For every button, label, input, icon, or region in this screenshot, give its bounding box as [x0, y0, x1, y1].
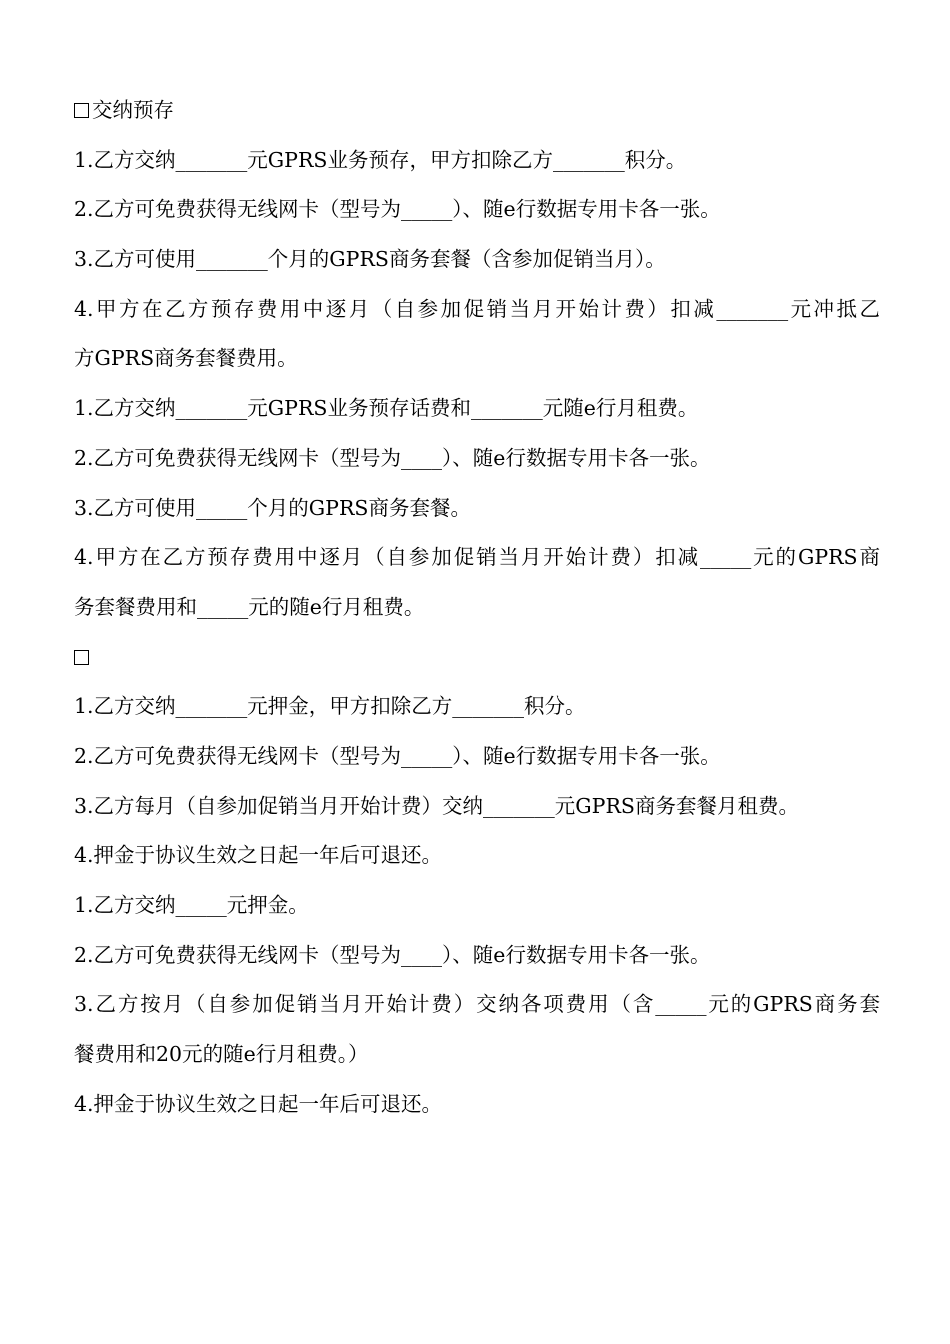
clause-line: 4.甲方在乙方预存费用中逐月（自参加促销当月开始计费）扣减_______元冲抵乙: [74, 296, 880, 321]
checkbox-prepay[interactable]: [74, 103, 89, 118]
clause-line: 方GPRS商务套餐费用。: [74, 346, 298, 371]
clause-line: 1.乙方交纳_______元押金，甲方扣除乙方_______积分。: [74, 694, 586, 719]
section-title: 交纳预存: [92, 98, 174, 122]
clause-line: 1.乙方交纳_______元GPRS业务预存话费和_______元随e行月租费。: [74, 396, 699, 421]
clause-line: 1.乙方交纳_______元GPRS业务预存，甲方扣除乙方_______积分。: [74, 147, 687, 172]
clause-line: 2.乙方可免费获得无线网卡（型号为_____）、随e行数据专用卡各一张。: [74, 743, 721, 768]
clause-line: 3.乙方按月（自参加促销当月开始计费）交纳各项费用（含_____元的GPRS商务套: [74, 992, 880, 1017]
clause-line: 4.押金于协议生效之日起一年后可退还。: [74, 1091, 443, 1116]
section-header-prepay: [74, 86, 880, 136]
checkbox-deposit[interactable]: [74, 650, 89, 665]
clause-line: 1.乙方交纳_____元押金。: [74, 893, 309, 917]
clause-line: 3.乙方可使用_____个月的GPRS商务套餐。: [74, 495, 471, 520]
clause-line: 3.乙方每月（自参加促销当月开始计费）交纳_______元GPRS商务套餐月租费。: [74, 793, 799, 818]
clause-line: 2.乙方可免费获得无线网卡（型号为____）、随e行数据专用卡各一张。: [74, 942, 711, 967]
clause-line: 2.乙方可免费获得无线网卡（型号为____）、随e行数据专用卡各一张。: [74, 445, 711, 470]
clause-line: 餐费用和20元的随e行月租费。）: [74, 1042, 369, 1067]
clause-line: 4.甲方在乙方预存费用中逐月（自参加促销当月开始计费）扣减_____元的GPRS商: [74, 545, 880, 570]
clause-line: 3.乙方可使用_______个月的GPRS商务套餐（含参加促销当月）。: [74, 247, 666, 272]
document-body: [74, 86, 880, 1129]
clause-line: 务套餐费用和_____元的随e行月租费。: [74, 594, 425, 619]
clause-line: 4.押金于协议生效之日起一年后可退还。: [74, 843, 443, 868]
section-header-deposit: [74, 633, 880, 683]
clause-line: 2.乙方可免费获得无线网卡（型号为_____）、随e行数据专用卡各一张。: [74, 197, 721, 222]
